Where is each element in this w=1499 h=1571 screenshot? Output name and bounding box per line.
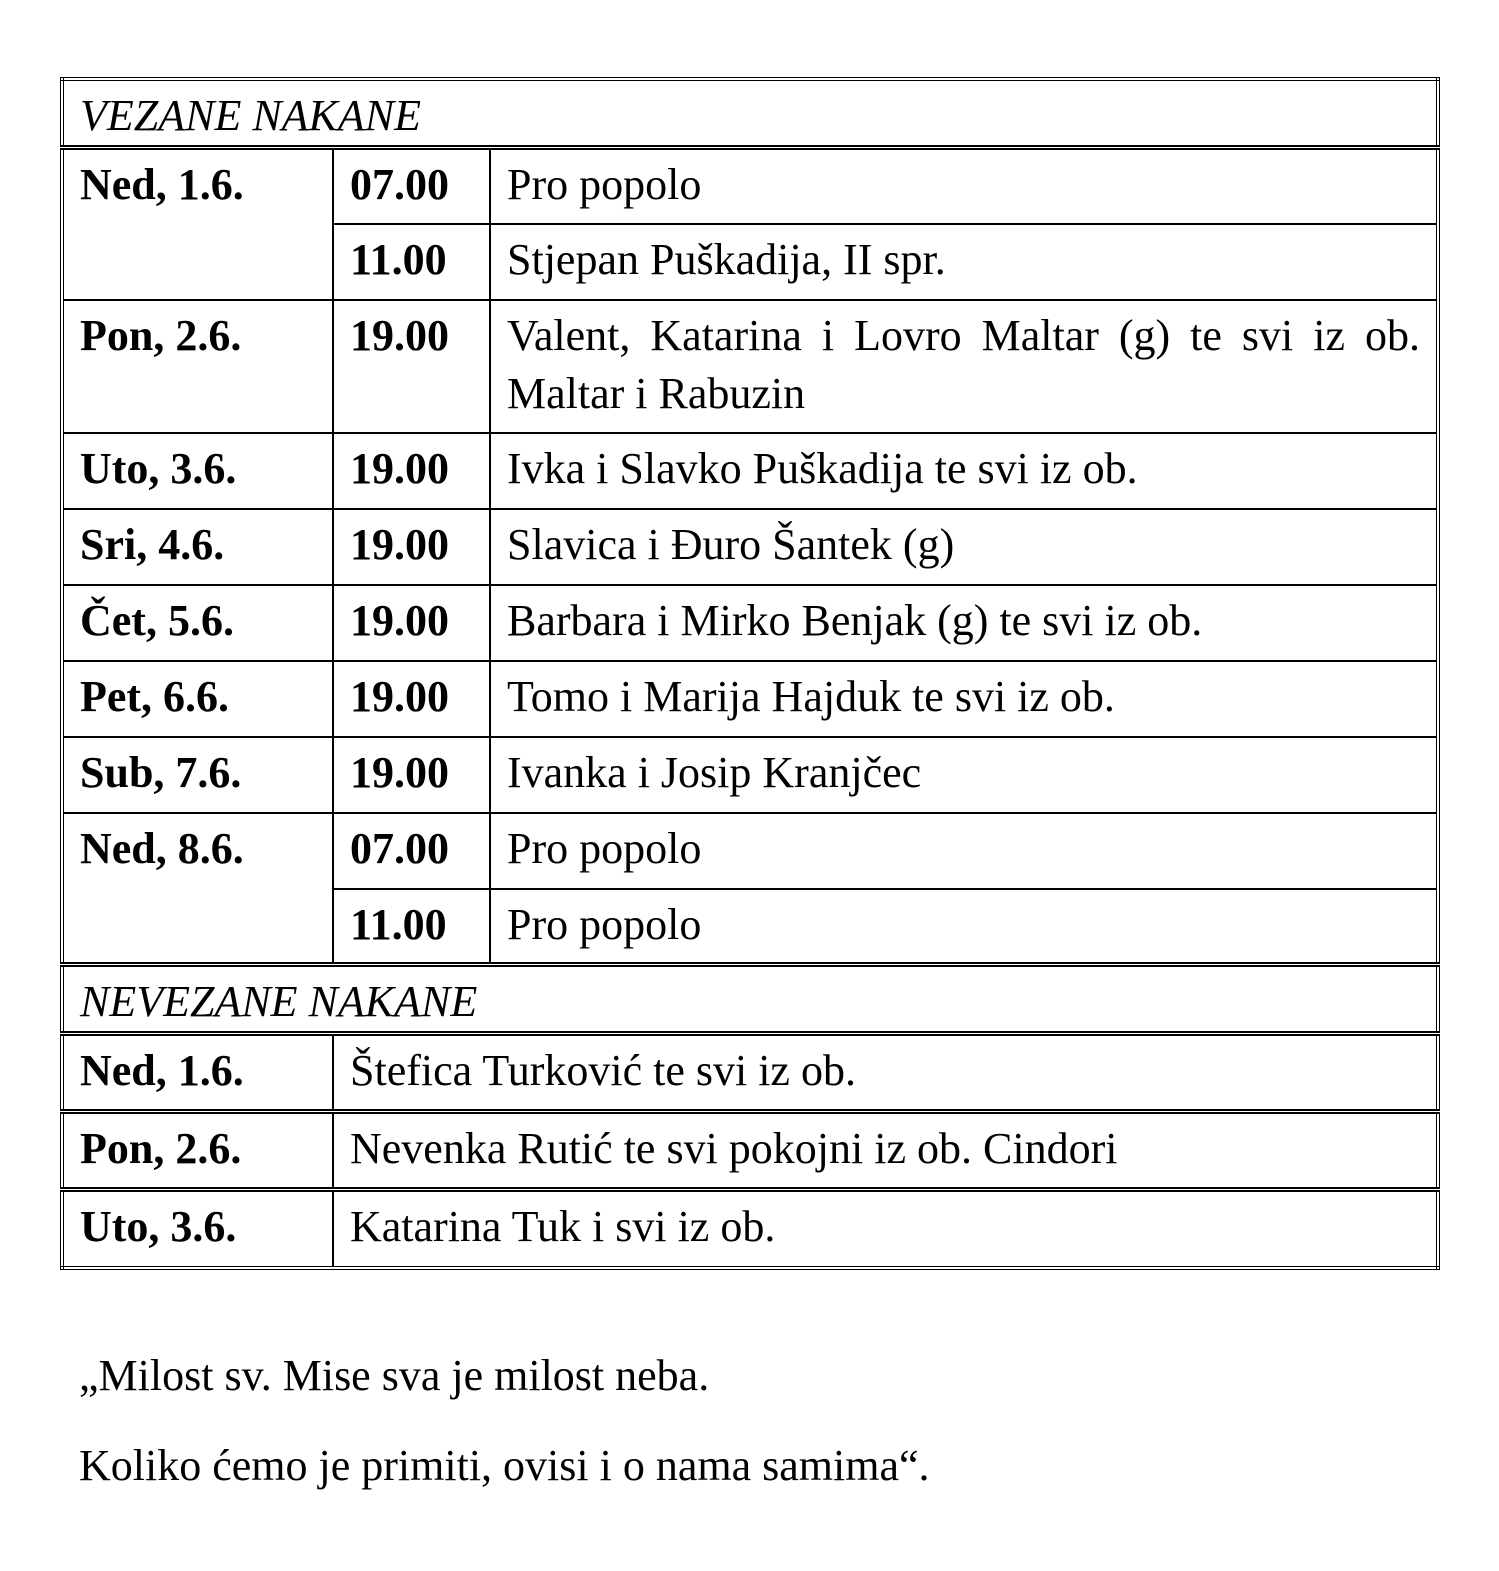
intention-cell: Slavica i Đuro Šantek (g) xyxy=(490,509,1438,585)
day-cell: Sri, 4.6. xyxy=(62,509,333,585)
section-header-unbound xyxy=(62,965,1438,1034)
table-row xyxy=(62,300,1438,433)
time-cell: 07.00 xyxy=(333,813,490,889)
day-cell: Čet, 5.6. xyxy=(62,585,333,661)
table-row xyxy=(62,813,1438,889)
time-cell: 11.00 xyxy=(333,224,490,300)
quote-line-1: „Milost sv. Mise sva je milost neba. xyxy=(79,1351,710,1400)
time-cell: 19.00 xyxy=(333,433,490,509)
time-cell: 19.00 xyxy=(333,585,490,661)
intention-cell: Barbara i Mirko Benjak (g) te svi iz ob. xyxy=(490,585,1438,661)
time-cell: 19.00 xyxy=(333,300,490,433)
day-cell: Pon, 2.6. xyxy=(62,1112,333,1190)
time-cell: 19.00 xyxy=(333,737,490,813)
table-row xyxy=(62,1112,1438,1190)
day-cell: Pet, 6.6. xyxy=(62,661,333,737)
intention-cell: Katarina Tuk i svi iz ob. xyxy=(333,1190,1438,1268)
day-cell: Ned, 8.6. xyxy=(62,813,333,965)
intention-cell: Nevenka Rutić te svi pokojni iz ob. Cindori xyxy=(333,1112,1438,1190)
mass-intentions-table xyxy=(60,77,1440,1270)
time-cell: 19.00 xyxy=(333,661,490,737)
time-cell: 11.00 xyxy=(333,889,490,965)
time-cell: 19.00 xyxy=(333,509,490,585)
day-cell: Pon, 2.6. xyxy=(62,300,333,433)
section-title: NEVEZANE NAKANE xyxy=(62,965,1438,1034)
table-row xyxy=(62,737,1438,813)
table-row xyxy=(62,1190,1438,1268)
section-title: VEZANE NAKANE xyxy=(62,79,1438,148)
table-row xyxy=(62,585,1438,661)
day-cell: Ned, 1.6. xyxy=(62,1034,333,1112)
intention-cell: Valent, Katarina i Lovro Maltar (g) te svi iz ob. Maltar i Rabuzin xyxy=(490,300,1438,433)
quote-line-2: Koliko ćemo je primiti, ovisi i o nama samima“. xyxy=(79,1441,930,1490)
intention-cell: Tomo i Marija Hajduk te svi iz ob. xyxy=(490,661,1438,737)
table-row xyxy=(62,148,1438,224)
day-cell: Ned, 1.6. xyxy=(62,148,333,300)
intention-cell: Pro popolo xyxy=(490,813,1438,889)
intention-cell: Stjepan Puškadija, II spr. xyxy=(490,224,1438,300)
table-row xyxy=(62,509,1438,585)
intention-cell: Pro popolo xyxy=(490,148,1438,224)
day-cell: Uto, 3.6. xyxy=(62,433,333,509)
time-cell: 07.00 xyxy=(333,148,490,224)
day-cell: Uto, 3.6. xyxy=(62,1190,333,1268)
day-cell: Sub, 7.6. xyxy=(62,737,333,813)
intention-cell: Štefica Turković te svi iz ob. xyxy=(333,1034,1438,1112)
table-row xyxy=(62,1034,1438,1112)
table-row xyxy=(62,661,1438,737)
section-header-bound xyxy=(62,79,1438,148)
intention-cell: Pro popolo xyxy=(490,889,1438,965)
intention-cell: Ivka i Slavko Puškadija te svi iz ob. xyxy=(490,433,1438,509)
intention-cell: Ivanka i Josip Kranjčec xyxy=(490,737,1438,813)
table-row xyxy=(62,433,1438,509)
